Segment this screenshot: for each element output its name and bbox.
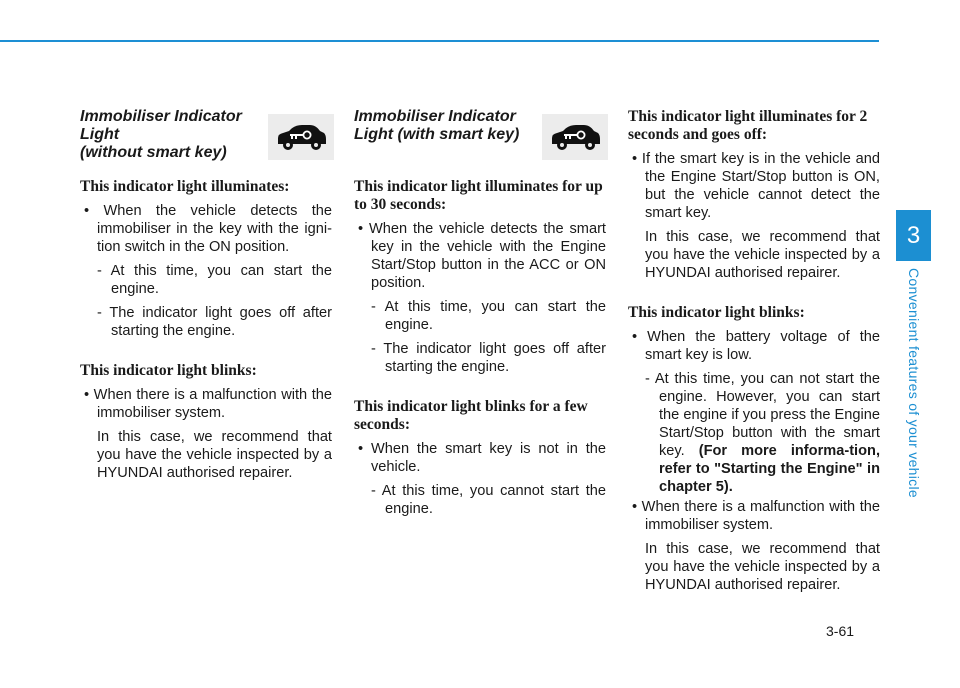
header-rule: [0, 40, 879, 42]
section-title-line-1: Immobiliser Indicator: [80, 108, 242, 125]
subheading-blinks: This indicator light blinks:: [80, 362, 257, 379]
section-title: [354, 108, 524, 144]
chapter-tab: 3: [896, 210, 931, 261]
bullet-item: • When the vehicle detects the immobiliser in the key with the igni-tion switch in the ON position.: [84, 203, 332, 255]
section-title-line-3: (without smart key): [80, 144, 227, 161]
dash-item: - At this time, you cannot start the engine.: [371, 483, 606, 517]
note-paragraph: In this case, we recommend that you have the vehicle inspected by a HYUNDAI authorised repairer.: [97, 429, 332, 481]
column-continued: [628, 108, 880, 594]
dash-item: - At this time, you can start the engine.: [371, 299, 606, 333]
subheading-blinks-few-seconds: This indicator light blinks for a few seconds:: [354, 398, 588, 433]
dash-item: [628, 370, 880, 496]
page-number: 3-61: [826, 623, 855, 639]
bullet-item: • When the vehicle detects the smart key in the vehicle with the Engine Start/Stop button in the ACC or ON position.: [358, 221, 606, 291]
note-paragraph: In this case, we recommend that you have the vehicle inspected by a HYUNDAI authorised repairer.: [645, 541, 880, 593]
chapter-title: Convenient features of your vehicle: [906, 268, 922, 498]
note-paragraph: In this case, we recommend that you have the vehicle inspected by a HYUNDAI authorised repairer.: [645, 229, 880, 281]
dash-item-text: - At this time, you can not start the engine. However, you can start the engine if you press the Engine Start/Stop button with the smart key.: [645, 371, 880, 459]
bullet-item: • When there is a malfunction with the immobiliser system.: [632, 499, 880, 533]
subheading-illuminates-30s: This indicator light illuminates for up to 30 seconds:: [354, 178, 603, 213]
bullet-item: • When there is a malfunction with the immobiliser system.: [84, 387, 332, 421]
bullet-item: • When the battery voltage of the smart key is low.: [632, 329, 880, 363]
bullet-item: • If the smart key is in the vehicle and the Engine Start/Stop button is ON, but the vehicle cannot detect the smart key.: [632, 151, 880, 221]
section-heading-block: [354, 108, 606, 164]
chapter-title-vertical: [903, 268, 925, 498]
subheading-blinks: This indicator light blinks:: [628, 304, 805, 321]
column-without-smart-key: [80, 108, 332, 482]
column-with-smart-key: [354, 108, 606, 518]
section-title-line-2: Light: [80, 126, 120, 143]
dash-item: - At this time, you can start the engine.: [97, 263, 332, 297]
subheading-illuminates-2s: This indicator light illuminates for 2 seconds and goes off:: [628, 108, 868, 143]
dash-item: - The indicator light goes off after starting the engine.: [97, 305, 332, 339]
section-heading-block: [80, 108, 332, 164]
section-title-line-1: Immobiliser Indicator: [354, 108, 516, 125]
subheading-illuminates: This indicator light illuminates:: [80, 178, 290, 195]
section-title: [80, 108, 250, 162]
cross-reference: (For more informa-tion, refer to "Starting the Engine" in chapter 5).: [659, 443, 880, 495]
car-key-icon: [268, 114, 334, 160]
section-title-line-2: Light (with smart key): [354, 126, 520, 143]
bullet-item: • When the smart key is not in the vehicle.: [358, 441, 606, 475]
car-key-icon: [542, 114, 608, 160]
dash-item: - The indicator light goes off after starting the engine.: [371, 341, 606, 375]
